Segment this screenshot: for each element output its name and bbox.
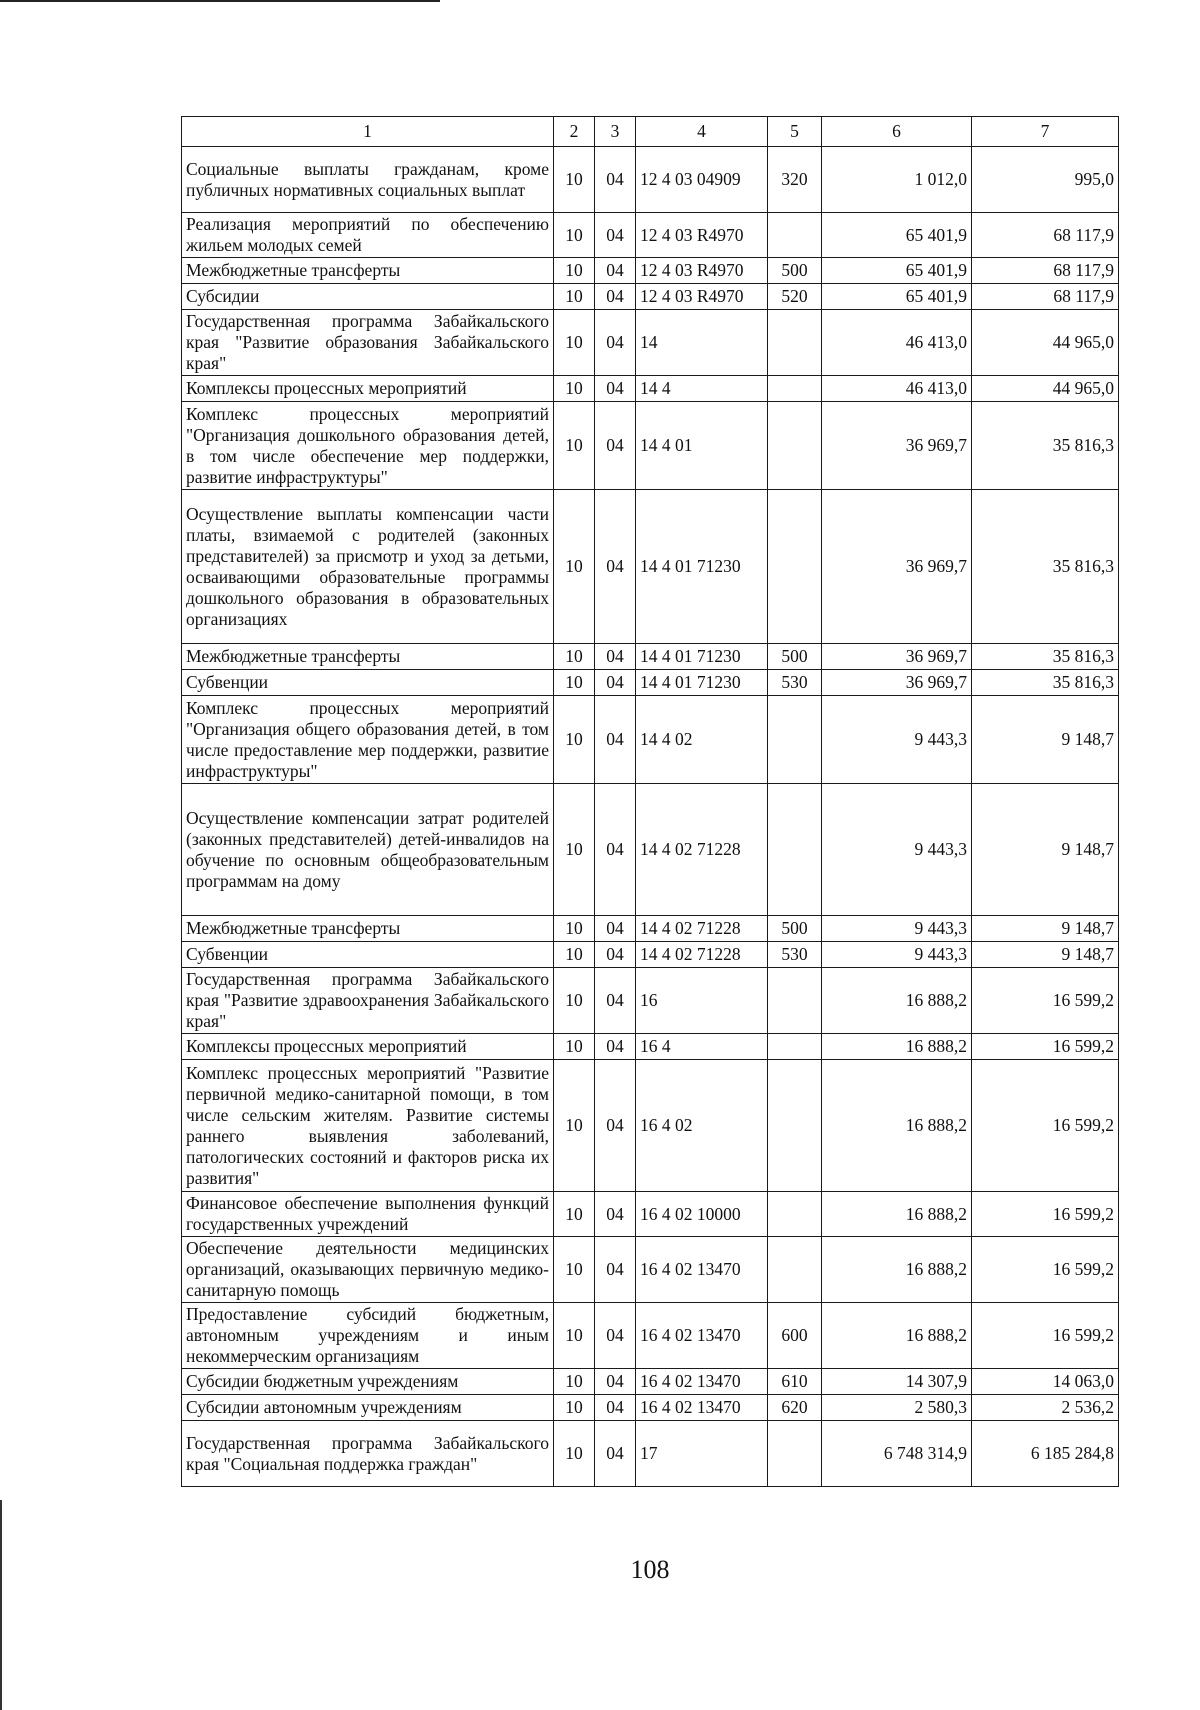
subsection-code: 04 [595,644,636,670]
amount-col6: 65 401,9 [822,213,972,258]
target-article-code: 14 4 01 71230 [636,490,768,644]
subsection-code: 04 [595,696,636,784]
row-name: Финансовое обеспечение выполнения функций государственных учреждений [182,1192,554,1237]
section-code: 10 [554,644,595,670]
target-article-code: 12 4 03 04909 [636,147,768,213]
table-row [182,147,1119,213]
table-row [182,784,1119,916]
subsection-code: 04 [595,402,636,490]
amount-col6: 14 307,9 [822,1369,972,1395]
row-name: Субсидии автономным учреждениям [182,1395,554,1421]
table-row [182,670,1119,696]
expense-type-code: 530 [768,670,822,696]
target-article-code: 14 4 01 71230 [636,670,768,696]
table-row [182,1303,1119,1369]
amount-col7: 44 965,0 [972,310,1119,376]
column-header: 6 [822,117,972,147]
expense-type-code [768,490,822,644]
amount-col6: 1 012,0 [822,147,972,213]
subsection-code: 04 [595,968,636,1034]
subsection-code: 04 [595,1060,636,1192]
table-row [182,1421,1119,1487]
budget-table [181,116,1119,1487]
section-code: 10 [554,402,595,490]
target-article-code: 14 4 02 71228 [636,942,768,968]
expense-type-code [768,376,822,402]
target-article-code: 14 4 02 71228 [636,784,768,916]
section-code: 10 [554,1303,595,1369]
target-article-code: 16 4 02 13470 [636,1303,768,1369]
amount-col7: 16 599,2 [972,1060,1119,1192]
subsection-code: 04 [595,1369,636,1395]
amount-col7: 35 816,3 [972,490,1119,644]
amount-col6: 16 888,2 [822,1192,972,1237]
expense-type-code: 610 [768,1369,822,1395]
table-row [182,284,1119,310]
amount-col6: 36 969,7 [822,402,972,490]
amount-col6: 46 413,0 [822,310,972,376]
row-name: Государственная программа Забайкальского края "Социальная поддержка граждан" [182,1421,554,1487]
target-article-code: 16 4 02 [636,1060,768,1192]
amount-col7: 16 599,2 [972,1034,1119,1060]
amount-col6: 9 443,3 [822,916,972,942]
row-name: Комплекс процессных мероприятий "Организация общего образования детей, в том числе предоставление мер поддержки, развитие инфраструктуры" [182,696,554,784]
expense-type-code [768,696,822,784]
subsection-code: 04 [595,1192,636,1237]
target-article-code: 14 4 02 [636,696,768,784]
row-name: Комплекс процессных мероприятий "Развитие первичной медико-санитарной помощи, в том числе сельским жителям. Развитие системы раннего выявления заболеваний, патологических состояний и факторов риска их развития" [182,1060,554,1192]
amount-col7: 68 117,9 [972,258,1119,284]
row-name: Межбюджетные трансферты [182,644,554,670]
table-row [182,490,1119,644]
row-name: Субсидии бюджетным учреждениям [182,1369,554,1395]
row-name: Предоставление субсидий бюджетным, автономным учреждениям и иным некоммерческим организациям [182,1303,554,1369]
amount-col7: 68 117,9 [972,213,1119,258]
table-row [182,644,1119,670]
row-name: Комплексы процессных мероприятий [182,1034,554,1060]
table-row [182,1060,1119,1192]
row-name: Государственная программа Забайкальского края "Развитие здравоохранения Забайкальского края" [182,968,554,1034]
subsection-code: 04 [595,490,636,644]
subsection-code: 04 [595,942,636,968]
row-name: Комплекс процессных мероприятий "Организация дошкольного образования детей, в том числе обеспечение мер поддержки, развитие инфраструктуры" [182,402,554,490]
table-row [182,258,1119,284]
amount-col6: 36 969,7 [822,644,972,670]
target-article-code: 14 [636,310,768,376]
section-code: 10 [554,490,595,644]
subsection-code: 04 [595,147,636,213]
expense-type-code [768,968,822,1034]
row-name: Межбюджетные трансферты [182,916,554,942]
section-code: 10 [554,1421,595,1487]
subsection-code: 04 [595,376,636,402]
column-header: 4 [636,117,768,147]
amount-col6: 16 888,2 [822,1060,972,1192]
amount-col6: 16 888,2 [822,968,972,1034]
expense-type-code [768,213,822,258]
expense-type-code: 520 [768,284,822,310]
amount-col7: 68 117,9 [972,284,1119,310]
row-name: Реализация мероприятий по обеспечению жильем молодых семей [182,213,554,258]
row-name: Обеспечение деятельности медицинских организаций, оказывающих первичную медико-санитарную помощь [182,1237,554,1303]
amount-col6: 9 443,3 [822,784,972,916]
amount-col7: 995,0 [972,147,1119,213]
amount-col6: 36 969,7 [822,670,972,696]
expense-type-code [768,402,822,490]
row-name: Социальные выплаты гражданам, кроме публичных нормативных социальных выплат [182,147,554,213]
amount-col7: 9 148,7 [972,916,1119,942]
section-code: 10 [554,916,595,942]
section-code: 10 [554,942,595,968]
target-article-code: 14 4 01 [636,402,768,490]
table-row [182,942,1119,968]
target-article-code: 16 4 [636,1034,768,1060]
row-name: Субсидии [182,284,554,310]
subsection-code: 04 [595,1034,636,1060]
expense-type-code: 320 [768,147,822,213]
section-code: 10 [554,1060,595,1192]
section-code: 10 [554,376,595,402]
target-article-code: 14 4 [636,376,768,402]
table-row [182,968,1119,1034]
expense-type-code [768,1421,822,1487]
section-code: 10 [554,147,595,213]
table-row [182,916,1119,942]
expense-type-code: 500 [768,916,822,942]
column-header: 3 [595,117,636,147]
target-article-code: 16 4 02 13470 [636,1237,768,1303]
section-code: 10 [554,310,595,376]
section-code: 10 [554,213,595,258]
table-row [182,1237,1119,1303]
amount-col6: 65 401,9 [822,284,972,310]
subsection-code: 04 [595,1421,636,1487]
table-row [182,1369,1119,1395]
expense-type-code: 500 [768,258,822,284]
section-code: 10 [554,670,595,696]
expense-type-code [768,1060,822,1192]
expense-type-code [768,1237,822,1303]
section-code: 10 [554,1034,595,1060]
section-code: 10 [554,1369,595,1395]
page-number: 108 [630,1555,670,1584]
table-row [182,310,1119,376]
amount-col6: 16 888,2 [822,1034,972,1060]
section-code: 10 [554,696,595,784]
row-name: Межбюджетные трансферты [182,258,554,284]
target-article-code: 14 4 02 71228 [636,916,768,942]
amount-col6: 2 580,3 [822,1395,972,1421]
target-article-code: 16 4 02 10000 [636,1192,768,1237]
subsection-code: 04 [595,1237,636,1303]
amount-col6: 16 888,2 [822,1303,972,1369]
row-name: Осуществление компенсации затрат родителей (законных представителей) детей-инвалидов на обучение по основным общеобразовательным программам на дому [182,784,554,916]
subsection-code: 04 [595,310,636,376]
subsection-code: 04 [595,784,636,916]
section-code: 10 [554,258,595,284]
amount-col7: 35 816,3 [972,644,1119,670]
section-code: 10 [554,1395,595,1421]
amount-col7: 16 599,2 [972,968,1119,1034]
table-row [182,376,1119,402]
amount-col7: 35 816,3 [972,670,1119,696]
column-header: 5 [768,117,822,147]
amount-col6: 16 888,2 [822,1237,972,1303]
row-name: Государственная программа Забайкальского края "Развитие образования Забайкальского края" [182,310,554,376]
section-code: 10 [554,284,595,310]
target-article-code: 14 4 01 71230 [636,644,768,670]
table-row [182,213,1119,258]
row-name: Комплексы процессных мероприятий [182,376,554,402]
amount-col6: 46 413,0 [822,376,972,402]
row-name: Осуществление выплаты компенсации части платы, взимаемой с родителей (законных представителей) за присмотр и уход за детьми, осваивающими образовательные программы дошкольного образования в образовательных организациях [182,490,554,644]
expense-type-code: 620 [768,1395,822,1421]
expense-type-code [768,1192,822,1237]
amount-col7: 2 536,2 [972,1395,1119,1421]
row-name: Субвенции [182,942,554,968]
subsection-code: 04 [595,258,636,284]
target-article-code: 17 [636,1421,768,1487]
column-header: 1 [182,117,554,147]
amount-col7: 35 816,3 [972,402,1119,490]
subsection-code: 04 [595,670,636,696]
target-article-code: 12 4 03 R4970 [636,258,768,284]
column-header: 2 [554,117,595,147]
amount-col6: 6 748 314,9 [822,1421,972,1487]
amount-col7: 9 148,7 [972,784,1119,916]
amount-col7: 44 965,0 [972,376,1119,402]
table-header-row [182,117,1119,147]
expense-type-code [768,310,822,376]
subsection-code: 04 [595,1303,636,1369]
expense-type-code [768,784,822,916]
section-code: 10 [554,1192,595,1237]
amount-col7: 14 063,0 [972,1369,1119,1395]
section-code: 10 [554,1237,595,1303]
table-row [182,696,1119,784]
scan-edge-line [0,1500,2,1710]
table-row [182,1192,1119,1237]
table-row [182,1034,1119,1060]
scan-edge-line [0,0,440,2]
expense-type-code: 500 [768,644,822,670]
column-header: 7 [972,117,1119,147]
subsection-code: 04 [595,916,636,942]
subsection-code: 04 [595,1395,636,1421]
amount-col7: 9 148,7 [972,942,1119,968]
amount-col6: 9 443,3 [822,696,972,784]
amount-col7: 16 599,2 [972,1192,1119,1237]
amount-col6: 9 443,3 [822,942,972,968]
amount-col7: 16 599,2 [972,1303,1119,1369]
expense-type-code [768,1034,822,1060]
expense-type-code: 530 [768,942,822,968]
row-name: Субвенции [182,670,554,696]
section-code: 10 [554,784,595,916]
subsection-code: 04 [595,284,636,310]
section-code: 10 [554,968,595,1034]
expense-type-code: 600 [768,1303,822,1369]
target-article-code: 12 4 03 R4970 [636,213,768,258]
amount-col7: 6 185 284,8 [972,1421,1119,1487]
table-row [182,402,1119,490]
amount-col7: 9 148,7 [972,696,1119,784]
subsection-code: 04 [595,213,636,258]
target-article-code: 16 4 02 13470 [636,1395,768,1421]
amount-col7: 16 599,2 [972,1237,1119,1303]
table-row [182,1395,1119,1421]
target-article-code: 16 4 02 13470 [636,1369,768,1395]
amount-col6: 36 969,7 [822,490,972,644]
target-article-code: 16 [636,968,768,1034]
amount-col6: 65 401,9 [822,258,972,284]
target-article-code: 12 4 03 R4970 [636,284,768,310]
